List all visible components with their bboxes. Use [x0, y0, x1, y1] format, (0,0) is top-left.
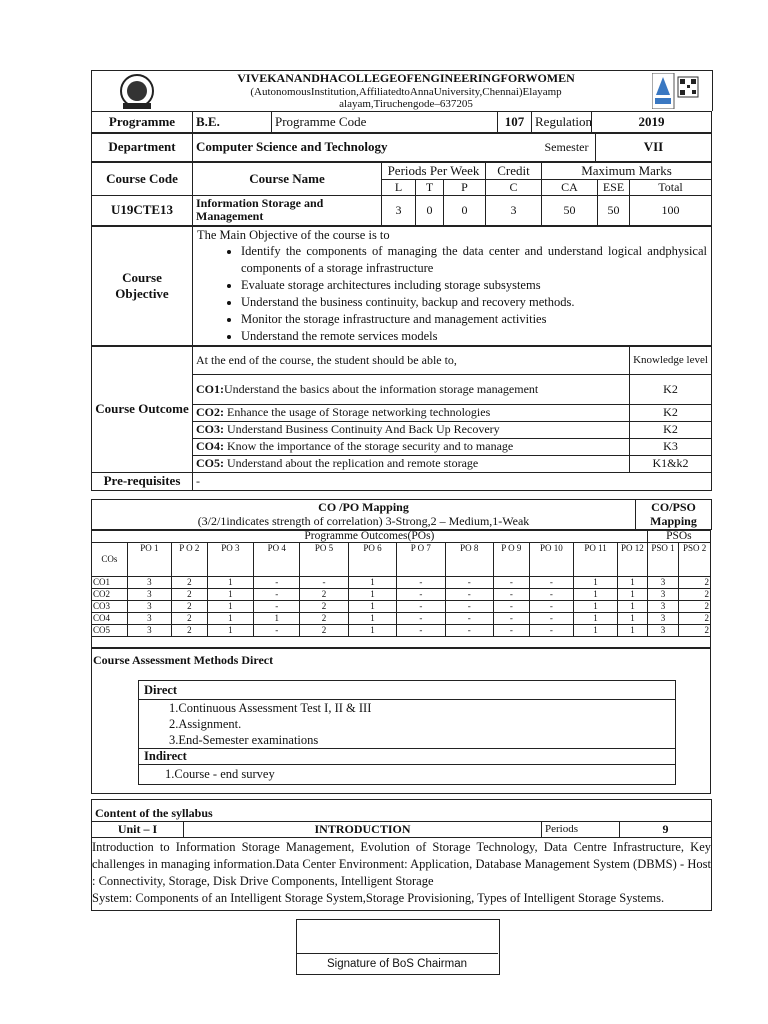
mapping-co: CO3	[92, 600, 128, 612]
mapping-row	[92, 588, 711, 600]
po-header: PO 6	[348, 542, 396, 576]
mapping-cell: 2	[171, 612, 207, 624]
mapping-cell: 2	[171, 576, 207, 588]
mapping-cell: 1	[348, 576, 396, 588]
mapping-cell: -	[493, 576, 529, 588]
mapping-cell: -	[254, 576, 300, 588]
t-label: T	[416, 179, 444, 195]
prerequisites-label: Pre-requisites	[92, 472, 193, 490]
mapping-cell: 1	[348, 600, 396, 612]
signature-label: Signature of BoS Chairman	[296, 953, 498, 974]
mapping-cell: -	[493, 612, 529, 624]
mapping-cell: -	[445, 600, 493, 612]
p-value: 0	[444, 195, 486, 225]
mapping-cell: 1	[618, 612, 648, 624]
t-value: 0	[416, 195, 444, 225]
direct-label: Direct	[139, 681, 675, 700]
unit-title: INTRODUCTION	[184, 821, 542, 837]
indirect-label: Indirect	[139, 749, 675, 765]
mapping-cell: 1	[207, 600, 253, 612]
p-label: P	[444, 179, 486, 195]
syllabus-title: Content of the syllabus	[92, 799, 712, 821]
mapping-cell: 2	[300, 600, 348, 612]
regulation-label: Regulation	[532, 111, 592, 132]
po-header: PO 12	[618, 542, 648, 576]
pso-mapping-title: CO/PSO Mapping	[636, 499, 712, 529]
mapping-cell: 1	[618, 624, 648, 636]
mapping-cell: 2	[679, 588, 711, 600]
l-label: L	[382, 179, 416, 195]
mapping-cell: 1	[254, 612, 300, 624]
mapping-cell: -	[254, 588, 300, 600]
po-header: P O 2	[171, 542, 207, 576]
department-value: Computer Science and Technology	[193, 133, 542, 161]
po-header: PO 3	[207, 542, 253, 576]
pso-header: PSO 2	[679, 542, 711, 576]
mapping-cell: 2	[171, 588, 207, 600]
mapping-cell: 1	[573, 624, 617, 636]
direct-items	[139, 700, 675, 749]
objective-item: • Monitor the storage infrastructure and management activities	[241, 311, 707, 328]
programme-code: 107	[498, 111, 532, 132]
course-info-table	[91, 111, 712, 133]
psos-label: PSOs	[647, 530, 710, 542]
po-header: PO 8	[445, 542, 493, 576]
po-header: PO 5	[300, 542, 348, 576]
mapping-co: CO5	[92, 624, 128, 636]
cos-header: COs	[92, 542, 128, 576]
direct-item: 1.Continuous Assessment Test I, II & III	[169, 700, 372, 715]
mapping-cell: -	[529, 576, 573, 588]
mapping-cell: 3	[127, 600, 171, 612]
semester-label: Semester	[542, 133, 596, 161]
mapping-cell: 2	[300, 612, 348, 624]
syllabus-page	[91, 70, 711, 911]
unit-label: Unit – I	[92, 821, 184, 837]
mapping-cell: 1	[348, 624, 396, 636]
accreditation-badge	[652, 73, 700, 109]
mapping-cell: 3	[647, 624, 679, 636]
objective-item: • Evaluate storage architectures including storage subsystems	[241, 277, 707, 294]
assessment-title: Course Assessment Methods Direct	[93, 652, 274, 667]
pso-header: PSO 1	[647, 542, 679, 576]
mapping-cell: 2	[171, 624, 207, 636]
mapping-cell: 1	[618, 588, 648, 600]
mapping-cell: -	[397, 588, 445, 600]
mapping-co: CO2	[92, 588, 128, 600]
c-label: C	[486, 179, 542, 195]
credit-label: Credit	[486, 162, 542, 179]
objective-item: • Understand the business continuity, backup and recovery methods.	[241, 294, 707, 311]
periods-value: 9	[620, 821, 712, 837]
co-outcome-row: CO2: Enhance the usage of Storage networking technologies	[193, 404, 630, 421]
mapping-cell: 1	[573, 588, 617, 600]
co-outcome-row: CO5: Understand about the replication and remote storage	[193, 455, 630, 472]
objective-table	[91, 226, 712, 346]
mapping-cell: -	[254, 624, 300, 636]
mapping-cell: 3	[647, 600, 679, 612]
mapping-row	[92, 600, 711, 612]
mapping-title: CO /PO Mapping	[318, 500, 409, 514]
direct-item: 3.End-Semester examinations	[169, 732, 319, 747]
co-level: K2	[630, 421, 712, 438]
co-outcome-row: CO1:Understand the basics about the information storage management	[193, 374, 630, 404]
ca-label: CA	[542, 179, 598, 195]
po-header: PO 4	[254, 542, 300, 576]
po-header: P O 9	[493, 542, 529, 576]
programme-code-label: Programme Code	[272, 111, 498, 132]
course-code: U19CTE13	[92, 195, 193, 225]
outcome-intro: At the end of the course, the student should be able to,	[193, 346, 630, 374]
mapping-cell: 2	[679, 600, 711, 612]
mapping-cell: 3	[127, 624, 171, 636]
mapping-cell: 1	[207, 576, 253, 588]
mapping-cell: -	[397, 600, 445, 612]
periods-label: Periods	[542, 821, 620, 837]
mapping-cell: 1	[573, 612, 617, 624]
mapping-cell: -	[493, 624, 529, 636]
syllabus-paragraph: Introduction to Information Storage Management, Evolution of Storage Technology, Data Centre Infrastructure, Key challenges in managing information.Data Center Environment: Application, Database Management System (DBMS) - Host : Connectivity, Storage, Disk Drive Components, Intelligent Storage	[92, 839, 711, 888]
mapping-cell: 1	[573, 576, 617, 588]
mapping-cell: -	[529, 612, 573, 624]
mapping-cell: 2	[679, 576, 711, 588]
college-address: alayam,Tiruchengode–637205	[339, 98, 473, 110]
objective-item: • Understand the remote services models	[241, 328, 707, 345]
periods-per-week-label: Periods Per Week	[382, 162, 486, 179]
department-label: Department	[92, 133, 193, 161]
mapping-cell: 3	[647, 576, 679, 588]
mapping-cell: 3	[647, 612, 679, 624]
college-name: VIVEKANANDHACOLLEGEOFENGINEERINGFORWOMEN	[237, 71, 575, 85]
po-header: PO 10	[529, 542, 573, 576]
mapping-cell: 2	[300, 624, 348, 636]
mapping-cell: -	[529, 600, 573, 612]
prerequisites-value: -	[193, 472, 712, 490]
ese-label: ESE	[598, 179, 630, 195]
mapping-cell: -	[445, 576, 493, 588]
mapping-co: CO1	[92, 576, 128, 588]
mapping-cell: 1	[207, 588, 253, 600]
objective-list	[197, 243, 707, 345]
co-po-mapping-table	[91, 499, 712, 530]
mapping-cell: 2	[300, 588, 348, 600]
mapping-cell: 2	[679, 624, 711, 636]
mapping-cell: 2	[171, 600, 207, 612]
mapping-grid	[91, 530, 711, 637]
mapping-row	[92, 612, 711, 624]
regulation-value: 2019	[592, 111, 712, 132]
semester-value: VII	[596, 133, 712, 161]
direct-item: 2.Assignment.	[169, 716, 242, 731]
mapping-cell: -	[493, 588, 529, 600]
objective-item: • Identify the components of managing the data center and understand logical andphysical components of a storage infrastructure	[241, 243, 707, 277]
syllabus-content	[92, 837, 712, 910]
mapping-row	[92, 624, 711, 636]
co-outcome-row: CO3: Understand Business Continuity And Back Up Recovery	[193, 421, 630, 438]
mapping-cell: 1	[573, 600, 617, 612]
mapping-cell: -	[397, 624, 445, 636]
co-outcome-row: CO4: Know the importance of the storage security and to manage	[193, 438, 630, 455]
mapping-cell: 1	[618, 576, 648, 588]
mapping-subtitle: (3/2/1indicates strength of correlation) 3-Strong,2 – Medium,1-Weak	[197, 514, 530, 528]
course-table	[91, 162, 712, 226]
mapping-cell: 1	[618, 600, 648, 612]
outcome-label: Course Outcome	[92, 346, 193, 472]
syllabus-paragraph: System: Components of an Intelligent Storage System,Storage Provisioning, Types of Intelligent Storage Systems.	[92, 890, 665, 905]
c-value: 3	[486, 195, 542, 225]
mapping-cell: -	[397, 612, 445, 624]
mapping-cell: -	[445, 612, 493, 624]
maximum-marks-label: Maximum Marks	[542, 162, 712, 179]
course-name-label: Course Name	[193, 162, 382, 195]
mapping-cell: -	[529, 624, 573, 636]
total-value: 100	[630, 195, 712, 225]
mapping-cell: 3	[647, 588, 679, 600]
mapping-cell: -	[397, 576, 445, 588]
co-level: K2	[630, 404, 712, 421]
assessment-box	[138, 680, 676, 785]
mapping-cell: -	[445, 624, 493, 636]
college-affiliation: (AutonomousInstitution,AffiliatedtoAnnaUniversity,Chennai)Elayamp	[250, 86, 562, 98]
college-logo	[117, 73, 157, 111]
co-level: K3	[630, 438, 712, 455]
outcome-table	[91, 346, 712, 491]
mapping-cell: -	[300, 576, 348, 588]
objective-intro: The Main Objective of the course is to	[197, 227, 390, 242]
co-level: K2	[630, 374, 712, 404]
mapping-cell: 3	[127, 612, 171, 624]
mapping-header-row	[92, 542, 711, 576]
mapping-cell: -	[493, 600, 529, 612]
mapping-cell: 1	[207, 624, 253, 636]
l-value: 3	[382, 195, 416, 225]
programme-value: B.E.	[193, 111, 272, 132]
assessment-section	[91, 648, 711, 794]
mapping-cell: 1	[348, 588, 396, 600]
indirect-item: 1.Course - end survey	[165, 766, 275, 781]
programme-outcomes-label: Programme Outcomes(POs)	[92, 530, 648, 542]
po-header: P O 7	[397, 542, 445, 576]
knowledge-level-label: Knowledge level	[630, 346, 712, 374]
header-table	[91, 70, 713, 111]
co-level: K1&k2	[630, 455, 712, 472]
course-name: Information Storage and Management	[193, 195, 382, 225]
mapping-cell: 1	[348, 612, 396, 624]
course-code-label: Course Code	[92, 162, 193, 195]
programme-label: Programme	[92, 111, 193, 132]
mapping-cell: -	[254, 600, 300, 612]
mapping-cell: 2	[679, 612, 711, 624]
ese-value: 50	[598, 195, 630, 225]
mapping-cell: -	[445, 588, 493, 600]
mapping-cell: 3	[127, 576, 171, 588]
po-header: PO 11	[573, 542, 617, 576]
total-label: Total	[630, 179, 712, 195]
syllabus-table	[91, 799, 712, 911]
po-header: PO 1	[127, 542, 171, 576]
ca-value: 50	[542, 195, 598, 225]
mapping-cell: 1	[207, 612, 253, 624]
mapping-cell: -	[529, 588, 573, 600]
mapping-cell: 3	[127, 588, 171, 600]
mapping-co: CO4	[92, 612, 128, 624]
objective-label: Course Objective	[92, 226, 193, 345]
mapping-row	[92, 576, 711, 588]
